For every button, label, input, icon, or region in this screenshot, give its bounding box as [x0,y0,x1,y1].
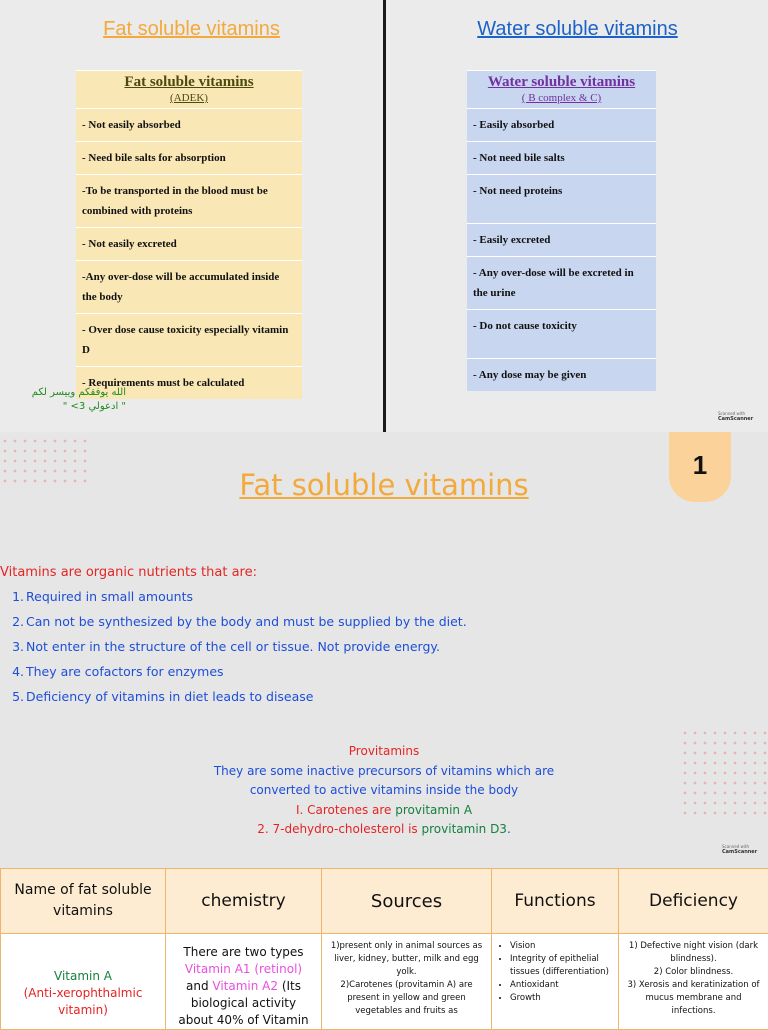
table-cell: - Easily absorbed [467,109,656,142]
page-number: 1 [669,450,731,481]
watermark-brand: CamScanner [718,416,753,422]
chemistry-highlight: Vitamin A2 [212,979,278,993]
provitamins-heading: Provitamins [0,742,768,762]
table-row [467,310,656,359]
table-row [76,261,302,314]
provitamin-example [0,820,768,840]
chemistry-text: (Its biological activity about 40% of Vitamin [178,979,308,1027]
table-cell: - Do not cause toxicity [467,310,656,359]
list-number: 3. [10,638,24,656]
comparison-page [0,0,768,432]
provitamins-definition: converted to active vitamins inside the body [0,781,768,801]
arabic-note-line: " ادعولي 3> " [26,400,126,414]
list-text: Deficiency of vitamins in diet leads to disease [26,689,313,704]
deficiency-text: 2) Color blindness. [623,966,764,979]
table-row [76,109,302,142]
deficiency-text: 1) Defective night vision (dark blindness). [623,940,764,966]
table-cell: - Any dose may be given [467,359,656,392]
page-title: Fat soluble vitamins [0,468,768,502]
list-number: 4. [10,663,24,681]
example-text: I. Carotenes are [296,803,395,817]
table-cell: - Any over-dose will be excreted in the urine [467,257,656,310]
sources-text: 1)present only in animal sources as liver, kidney, butter, milk and egg yolk. [326,940,487,979]
list-number: 1. [10,588,24,606]
water-soluble-table [467,70,656,391]
fat-soluble-heading: Fat soluble vitamins [0,18,383,41]
table-row [467,142,656,175]
provitamins-definition: They are some inactive precursors of vitamins which are [0,762,768,782]
list-item: • Integrity of epithelial tissues (differentiation) [510,953,614,979]
table-cell: -Any over-dose will be accumulated inside the body [76,261,302,314]
chemistry-cell [166,934,322,1030]
deficiency-cell [619,934,768,1030]
sources-cell [322,934,492,1030]
table-header [76,71,302,109]
list-item [10,663,467,688]
provitamin-example [0,801,768,821]
table-subtitle: (ADEK) [80,90,298,106]
column-header: Name of fat soluble vitamins [1,869,166,934]
table-cell: - Easily excreted [467,224,656,257]
vitamin-alias: (Anti-xerophthalmic vitamin) [2,985,164,1019]
example-text: . [507,822,511,836]
provitamins-section [0,742,768,840]
table-cell: - Over dose cause toxicity especially vitamin D [76,314,302,367]
list-text: Can not be synthesized by the body and must be supplied by the diet. [26,614,467,629]
vitamin-table-page [0,868,768,1024]
table-cell: - Need bile salts for absorption [76,142,302,175]
watermark-text: Scanned with [722,844,766,849]
list-text: They are cofactors for enzymes [26,664,224,679]
table-cell: - Not need proteins [467,175,656,224]
table-row [1,934,768,1030]
table-cell: -To be transported in the blood must be combined with proteins [76,175,302,228]
watermark-text: Scanned with [718,411,762,416]
table-row [467,175,656,224]
list-item [10,688,467,713]
list-item [10,613,467,638]
table-title: Water soluble vitamins [471,74,652,90]
example-text: 2. 7-dehydro-cholesterol is [257,822,421,836]
chemistry-text: and [186,979,212,993]
arabic-note [26,386,126,414]
column-header: Functions [492,869,619,934]
table-row [76,142,302,175]
list-text: Required in small amounts [26,589,193,604]
intro-text: Vitamins are organic nutrients that are: [0,565,257,580]
table-cell: - Not easily excreted [76,228,302,261]
intro-page [0,432,768,870]
table-row [467,224,656,257]
example-highlight: provitamin A [395,803,472,817]
table-cell: - Not need bile salts [467,142,656,175]
table-header [467,71,656,109]
table-row [467,359,656,392]
deficiency-text: 3) Xerosis and keratinization of mucus membrane and infections. [623,979,764,1018]
table-title: Fat soluble vitamins [80,74,298,90]
table-cell: - Not easily absorbed [76,109,302,142]
functions-cell [492,934,619,1030]
list-item: • Growth [510,992,614,1005]
watermark-brand: CamScanner [722,849,757,855]
arabic-note-line: الله يوفقكم وييسر لكم [26,386,126,400]
scanner-watermark [722,844,766,855]
center-divider [383,0,386,432]
list-item: • Antioxidant [510,979,614,992]
table-subtitle: ( B complex & C) [471,90,652,106]
fat-soluble-table [76,70,302,399]
chemistry-highlight: Vitamin A1 (retinol) [185,962,302,976]
table-row [76,314,302,367]
list-item [10,588,467,613]
list-item: • Vision [510,940,614,953]
list-number: 5. [10,688,24,706]
vitamin-name-cell [1,934,166,1030]
table-header-row [1,869,768,934]
column-header: Sources [322,869,492,934]
scanner-watermark [718,411,762,422]
vitamin-properties-list [10,588,467,713]
list-item [10,638,467,663]
table-row [467,257,656,310]
table-cell: - Requirements must be calculated [76,367,302,400]
example-highlight: provitamin D3 [422,822,507,836]
list-text: Not enter in the structure of the cell or tissue. Not provide energy. [26,639,440,654]
chemistry-text: There are two types [183,945,303,959]
column-header: Deficiency [619,869,768,934]
vitamin-name: Vitamin A [2,968,164,985]
table-row [76,175,302,228]
list-number: 2. [10,613,24,631]
table-row [467,109,656,142]
sources-text: 2)Carotenes (provitamin A) are present in yellow and green vegetables and fruits as [326,979,487,1018]
table-row [76,228,302,261]
fat-soluble-vitamins-table [0,868,768,1030]
column-header: chemistry [166,869,322,934]
water-soluble-heading: Water soluble vitamins [386,18,768,41]
functions-list [496,940,614,1005]
